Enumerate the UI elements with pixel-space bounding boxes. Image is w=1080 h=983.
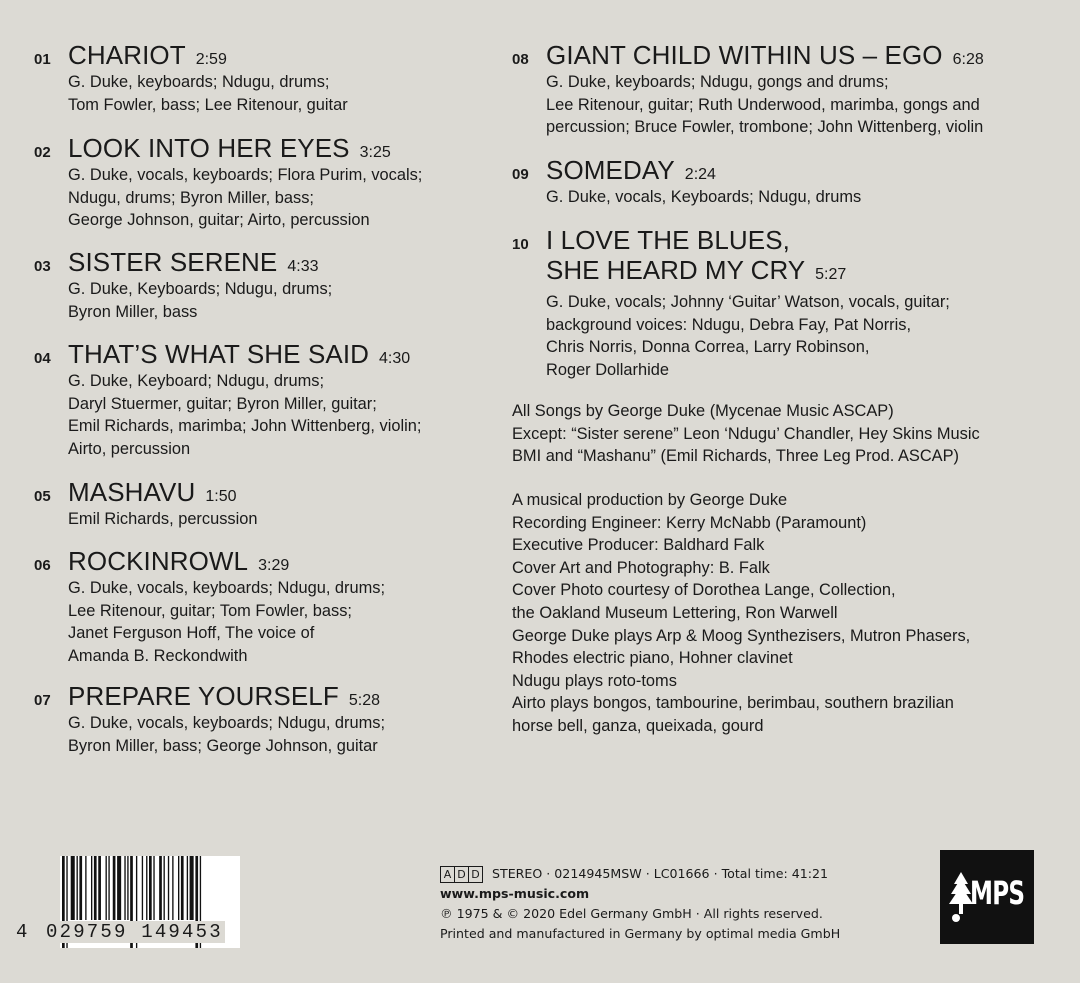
credit-line: Byron Miller, bass: [68, 302, 198, 321]
track-duration: 4:33: [287, 258, 319, 275]
track-number: 04: [34, 350, 51, 367]
track-heading: [512, 155, 972, 185]
add-letter: D: [468, 866, 483, 883]
barcode-bar: [181, 856, 184, 920]
barcode-bar: [178, 856, 179, 920]
barcode-lead-digit: 4: [16, 921, 30, 943]
add-code-box: [440, 866, 482, 883]
track-10: [512, 225, 972, 381]
track-number: 10: [512, 236, 529, 253]
credit-line: Ndugu, drums; Byron Miller, bass;: [68, 188, 314, 207]
barcode-bar: [172, 856, 173, 920]
credit-line: background voices: Ndugu, Debra Fay, Pat Norris,: [546, 315, 912, 334]
track-04: [34, 339, 494, 460]
barcode-bar: [142, 856, 143, 920]
track-credits: [546, 71, 984, 139]
add-letter: D: [454, 866, 469, 883]
barcode-bar: [108, 856, 109, 920]
track-title: ROCKINROWL: [68, 546, 249, 576]
songwriting-notes: [512, 400, 980, 468]
production-line: Rhodes electric piano, Hohner clavinet: [512, 649, 793, 668]
production-line: A musical production by George Duke: [512, 491, 788, 509]
credit-line: G. Duke, vocals, keyboards; Ndugu, drums;: [68, 714, 386, 732]
credit-line: G. Duke, vocals, Keyboards; Ndugu, drums: [546, 188, 862, 206]
credit-line: Tom Fowler, bass; Lee Ritenour, guitar: [68, 95, 348, 114]
production-line: Cover Photo courtesy of Dorothea Lange, Collection,: [512, 581, 896, 600]
track-heading: [34, 681, 494, 711]
track-credits: [68, 577, 494, 667]
barcode-bar: [106, 856, 107, 920]
credit-line: Lee Ritenour, guitar; Tom Fowler, bass;: [68, 601, 352, 620]
track-duration: 6:28: [952, 51, 984, 68]
barcode-bar: [91, 856, 92, 920]
production-line: the Oakland Museum Lettering, Ron Warwell: [512, 603, 838, 622]
credit-line: George Johnson, guitar; Airto, percussion: [68, 211, 370, 230]
track-02: [34, 133, 494, 232]
credit-line: G. Duke, vocals; Johnny ‘Guitar’ Watson, vocals, guitar;: [546, 293, 950, 311]
track-heading: [512, 40, 984, 70]
songwriting-line: Except: “Sister serene” Leon ‘Ndugu’ Chandler, Hey Skins Music: [512, 424, 980, 443]
credit-line: G. Duke, keyboards; Ndugu, drums;: [68, 73, 330, 91]
barcode-bar: [149, 856, 152, 920]
track-number: 09: [512, 166, 529, 183]
copyright-line: ℗ 1975 & © 2020 Edel Germany GmbH · All rights reserved.: [440, 906, 823, 921]
track-number: 03: [34, 258, 51, 275]
barcode-bar: [77, 856, 78, 920]
track-heading: [512, 225, 972, 255]
track-credits: [68, 370, 494, 460]
track-credits: [68, 278, 494, 323]
track-credits: [68, 71, 494, 116]
track-credits: [546, 186, 972, 209]
track-duration: 3:29: [258, 557, 290, 574]
production-line: George Duke plays Arp & Moog Synthezisers, Mutron Phasers,: [512, 626, 971, 645]
credit-line: Roger Dollarhide: [546, 360, 669, 379]
track-duration: 2:24: [684, 166, 716, 183]
barcode-number: 029759 149453: [46, 921, 223, 943]
barcode-bar: [124, 856, 125, 920]
track-title: MASHAVU: [68, 477, 196, 507]
production-line: Recording Engineer: Kerry McNabb (Paramount): [512, 513, 867, 532]
production-line: Ndugu plays roto-toms: [512, 671, 677, 690]
track-title: CHARIOT: [68, 40, 186, 70]
track-title-line2: SHE HEARD MY CRY: [546, 255, 806, 285]
track-duration: 2:59: [195, 51, 227, 68]
track-title: PREPARE YOURSELF: [68, 681, 339, 711]
track-credits: [68, 712, 494, 757]
track-number: 05: [34, 488, 51, 505]
production-line: horse bell, ganza, queixada, gourd: [512, 716, 764, 735]
track-heading: [34, 247, 494, 277]
track-heading: [34, 339, 494, 369]
songwriting-line: BMI and “Mashanu” (Emil Richards, Three Leg Prod. ASCAP): [512, 447, 959, 466]
track-title: THAT’S WHAT SHE SAID: [68, 339, 370, 369]
track-title: I LOVE THE BLUES,: [546, 225, 790, 255]
production-line: Airto plays bongos, tambourine, berimbau, southern brazilian: [512, 694, 954, 713]
track-09: [512, 155, 972, 209]
songwriting-line: All Songs by George Duke (Mycenae Music ASCAP): [512, 402, 894, 420]
production-line: Cover Art and Photography: B. Falk: [512, 558, 770, 577]
barcode-bar: [146, 856, 147, 920]
credit-line: G. Duke, keyboards; Ndugu, gongs and drums;: [546, 73, 889, 91]
credit-line: Emil Richards, percussion: [68, 510, 258, 528]
track-duration: 1:50: [205, 488, 237, 505]
track-duration: 3:25: [359, 144, 391, 161]
production-line: Executive Producer: Baldhard Falk: [512, 536, 765, 555]
track-07: [34, 681, 494, 757]
track-heading: [34, 477, 494, 507]
track-number: 07: [34, 692, 51, 709]
barcode-bar: [127, 856, 128, 920]
track-duration: 5:28: [348, 692, 380, 709]
credit-line: Airto, percussion: [68, 439, 191, 458]
barcode-bar: [71, 856, 75, 920]
barcode-bar: [159, 856, 162, 920]
credit-line: G. Duke, vocals, keyboards; Flora Purim, vocals;: [68, 166, 423, 184]
track-duration: 5:27: [815, 266, 847, 283]
add-letter: A: [440, 866, 455, 883]
barcode-bar: [94, 856, 97, 920]
track-number: 06: [34, 557, 51, 574]
barcode-bar: [85, 856, 86, 920]
track-credits: [546, 291, 972, 381]
track-number: 01: [34, 51, 51, 68]
track-duration: 4:30: [379, 350, 411, 367]
credit-line: Chris Norris, Donna Correa, Larry Robinson,: [546, 338, 870, 357]
barcode-digits: [16, 921, 225, 943]
track-03: [34, 247, 494, 323]
manufacture-line: Printed and manufactured in Germany by optimal media GmbH: [440, 926, 841, 941]
barcode-bar: [79, 856, 82, 920]
release-info: STEREO · 0214945MSW · LC01666 · Total time: 41:21: [492, 866, 828, 881]
barcode-bar: [187, 856, 188, 920]
credit-line: G. Duke, Keyboard; Ndugu, drums;: [68, 372, 324, 390]
track-08: [512, 40, 984, 139]
track-number: 08: [512, 51, 529, 68]
credit-line: G. Duke, Keyboards; Ndugu, drums;: [68, 280, 333, 298]
barcode-bar: [168, 856, 169, 920]
track-06: [34, 546, 494, 667]
logo-text: MPS: [970, 874, 1025, 912]
track-heading: [34, 40, 494, 70]
track-05: [34, 477, 494, 531]
track-title: LOOK INTO HER EYES: [68, 133, 350, 163]
release-footer: [440, 864, 840, 944]
credit-line: Byron Miller, bass; George Johnson, guitar: [68, 736, 378, 755]
track-heading: [34, 133, 494, 163]
website-link[interactable]: www.mps-music.com: [440, 886, 590, 901]
track-credits: [68, 508, 494, 531]
credit-line: percussion; Bruce Fowler, trombone; John Wittenberg, violin: [546, 118, 984, 137]
barcode-bar: [164, 856, 165, 920]
track-title: SOMEDAY: [546, 155, 675, 185]
barcode-bar: [113, 856, 116, 920]
track-01: [34, 40, 494, 116]
barcode-bar: [190, 856, 194, 920]
credit-line: Lee Ritenour, guitar; Ruth Underwood, marimba, gongs and: [546, 95, 980, 114]
barcode-bar: [117, 856, 121, 920]
track-credits: [68, 164, 494, 232]
track-title: SISTER SERENE: [68, 247, 278, 277]
mps-logo: [940, 850, 1034, 944]
track-heading: [34, 546, 494, 576]
track-title: GIANT CHILD WITHIN US – EGO: [546, 40, 943, 70]
track-number: 02: [34, 144, 51, 161]
credit-line: Janet Ferguson Hoff, The voice of: [68, 624, 315, 643]
barcode-bar: [153, 856, 154, 920]
credit-line: Daryl Stuermer, guitar; Byron Miller, guitar;: [68, 394, 377, 413]
barcode-bar: [98, 856, 101, 920]
credit-line: G. Duke, vocals, keyboards; Ndugu, drums;: [68, 579, 386, 597]
credit-line: Emil Richards, marimba; John Wittenberg, violin;: [68, 417, 422, 436]
credit-line: Amanda B. Reckondwith: [68, 646, 248, 665]
production-credits: [512, 489, 970, 738]
